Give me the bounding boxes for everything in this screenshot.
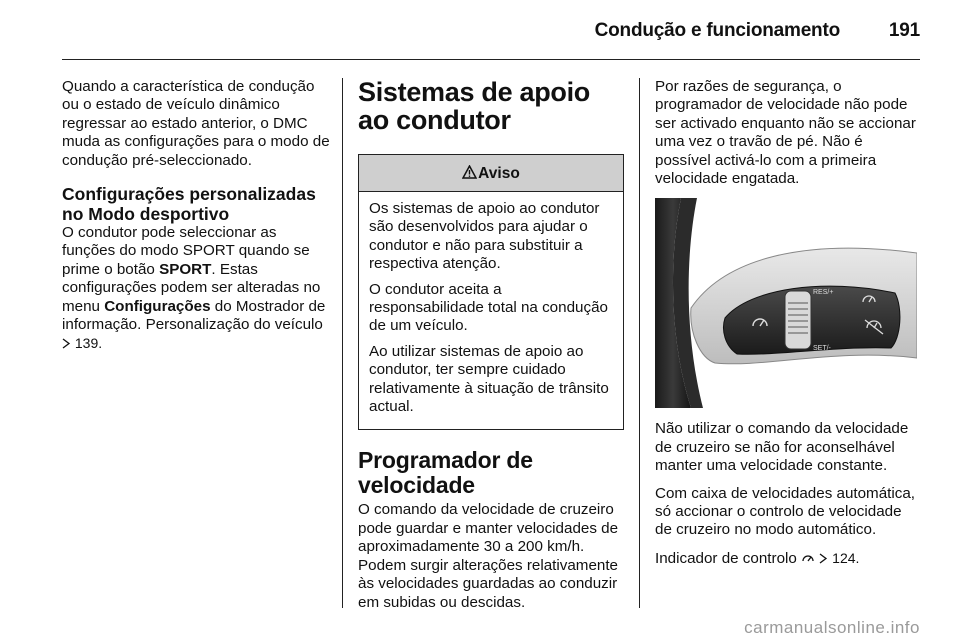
watermark[interactable]: carmanualsonline.info	[744, 618, 920, 637]
warning-paragraph-2: O condutor aceita a responsabilidade total na condução de um veículo.	[369, 280, 608, 335]
page-number: 191	[888, 20, 920, 41]
warning-box	[358, 154, 624, 430]
col3-paragraph-3: Com caixa de velocidades automática, só accionar o controlo de velocidade de cruzeiro no modo automático.	[655, 484, 916, 539]
column-3	[655, 78, 921, 577]
page-ref-link[interactable]: 124.	[828, 549, 860, 566]
col3-p4-text: Indicador de controlo	[655, 549, 802, 567]
col3-paragraph-2: Não utilizar o comando da velocidade de cruzeiro se não for aconselhável manter uma velocidade constante.	[655, 420, 909, 475]
col1-paragraph-2	[62, 224, 330, 354]
column-2	[358, 78, 626, 621]
page-title: Condução e funcionamento	[594, 20, 840, 41]
cruise-control-paragraph: O comando da velocidade de cruzeiro pode guardar e manter velocidades de aproximadamente 30 a 200 km/h. Podem surgir alterações relativamente às velocidades guardadas ao conduzir em subidas ou descidas.	[358, 501, 619, 611]
warning-paragraph-3: Ao utilizar sistemas de apoio ao condutor, ter sempre cuidado relativamente à situação de trânsito actual.	[369, 342, 609, 416]
warning-paragraph-1: Os sistemas de apoio ao condutor são desenvolvidos para ajudar o condutor e não para substituir a respectiva atenção.	[369, 200, 600, 273]
figure-label-set: SET/-	[813, 345, 831, 353]
col1-p2-text-a: O condutor pode seleccionar as funções do modo SPORT quando se prime o botão	[62, 224, 310, 278]
column-divider-2	[639, 78, 640, 608]
sport-keyword: SPORT	[159, 260, 212, 278]
header-rule	[62, 59, 920, 60]
col1-p2-text-b: . Estas configurações podem ser alteradas no menu	[62, 260, 321, 315]
section-heading: Sistemas de apoio ao condutor	[358, 77, 590, 135]
column-1	[62, 78, 330, 363]
page-ref-icon[interactable]	[819, 550, 828, 567]
steering-wheel-figure	[655, 198, 917, 408]
warning-triangle-icon	[462, 165, 477, 181]
page-ref-icon[interactable]	[62, 335, 71, 352]
col1-heading: Configurações personalizadas no Modo desportivo	[62, 184, 316, 225]
col1-paragraph-1: Quando a característica de condução ou o estado de veículo dinâmico regressar ao estado anterior, o DMC muda as configurações para o modo de condução pré-seleccionado.	[62, 78, 330, 169]
warning-header	[359, 155, 623, 192]
col3-paragraph-4	[655, 549, 921, 568]
cruise-control-heading: Programador de velocidade	[358, 447, 533, 499]
col3-paragraph-1: Por razões de segurança, o programador de velocidade não pode ser activado enquanto não se accionar uma vez o travão de pé. Não é possível activá-lo com a primeira velocidade engatada.	[655, 78, 916, 188]
column-divider-1	[342, 78, 343, 608]
warning-label: Aviso	[478, 165, 520, 182]
col1-p2-text-c: do Mostrador de informação. Personalização do veículo	[62, 297, 326, 334]
configuracoes-keyword: Configurações	[104, 297, 211, 315]
warning-body	[359, 192, 623, 429]
figure-label-res: RES/+	[813, 289, 834, 297]
page-header	[0, 18, 920, 48]
page-ref-link[interactable]: 139.	[71, 335, 103, 352]
cruise-indicator-icon	[801, 550, 815, 567]
